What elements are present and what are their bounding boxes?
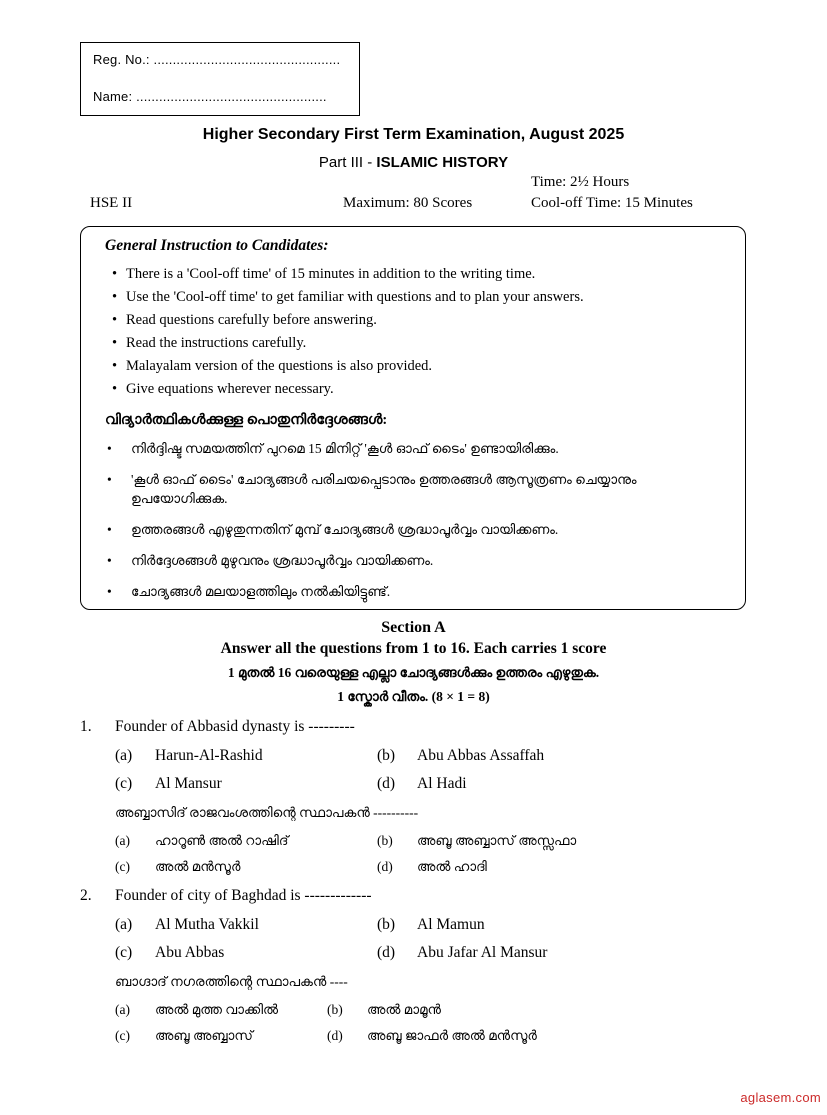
option-text: Abu Jafar Al Mansur [417,944,548,961]
option-label: (c) [115,1028,130,1043]
time-allowed: Time: 2½ Hours [531,174,630,190]
option-label: (a) [115,916,133,933]
question-number: 1. [80,718,92,735]
option-b-ml [377,833,750,849]
subject-name: ISLAMIC HISTORY [376,154,509,171]
question-text-en: Founder of Abbasid dynasty is --------- [115,718,355,735]
section-a-header [0,619,827,705]
bullet-icon: • [112,312,118,328]
instruction-text: നിർദ്ദേശങ്ങൾ മുഴുവനും ശ്രദ്ധാപൂർവ്വം വായിക്കണം. [131,553,434,568]
instruction-bullet-en [105,263,723,286]
option-text: അബൂ അബ്ബാസ് [155,1028,253,1043]
hse-level: HSE II [90,195,133,211]
bullet-icon: • [107,472,112,487]
option-text: അൽ മൻസൂർ [155,859,241,874]
section-a-instruction-ml: 1 മുതൽ 16 വരെയുള്ള എല്ലാ ചോദ്യങ്ങൾക്കും ഉത്തരം എഴുതുക. [227,665,600,680]
question-text-ml: ബാഗ്ദാദ് നഗരത്തിന്റെ സ്ഥാപകൻ ---- [115,974,348,989]
option-label: (c) [115,944,133,961]
option-a-ml [115,833,377,849]
instruction-text: Read questions carefully before answering. [126,312,377,328]
instructions-list-en [105,263,723,401]
option-label: (d) [327,1028,343,1043]
option-d-ml [377,859,750,875]
option-b-en [377,916,750,934]
option-label: (c) [115,775,133,792]
option-c-ml [115,859,377,875]
instruction-bullet-ml [105,520,723,539]
option-label: (a) [115,747,133,764]
instruction-bullet-en [105,378,723,401]
option-text: അൽ മുത്ത വാക്കിൽ [155,1002,279,1017]
instruction-text: Malayalam version of the questions is also provided. [126,358,433,374]
question-text-en: Founder of city of Baghdad is ------------- [115,887,372,904]
candidate-info-box [80,42,360,116]
name-line: Name: .................................................. [93,89,327,104]
option-text: Abu Abbas [155,944,225,961]
question-2 [80,887,750,1044]
option-text: അൽ മാമൂൻ [367,1002,441,1017]
instructions-box [80,226,746,610]
instruction-bullet-ml [105,439,723,458]
option-text: അബൂ അബ്ബാസ് അസ്സഫാ [417,833,577,848]
option-label: (d) [377,859,393,874]
bullet-icon: • [112,266,118,282]
option-label: (b) [377,833,393,848]
instruction-bullet-en [105,355,723,378]
option-text: Harun-Al-Rashid [155,747,263,764]
option-text: Abu Abbas Assaffah [417,747,545,764]
instruction-bullet-en [105,286,723,309]
instructions-title-ml: വിദ്യാർത്ഥികൾക്കുള്ള പൊതുനിർദ്ദേശങ്ങൾ: [105,412,388,428]
instruction-bullet-ml [105,582,723,601]
bullet-icon: • [107,584,112,599]
instruction-bullet-en [105,332,723,355]
question-1 [80,718,750,875]
option-text: Al Mutha Vakkil [155,916,259,933]
options-en [115,916,750,962]
bullet-icon: • [112,358,118,374]
option-label: (d) [377,944,396,961]
option-d-en [377,944,750,962]
instruction-text: ഉത്തരങ്ങൾ എഴുതുന്നതിന് മുമ്പ് ചോദ്യങ്ങൾ ശ്രദ്ധാപൂർവ്വം വായിക്കണം. [131,522,559,537]
instruction-text: ചോദ്യങ്ങൾ മലയാളത്തിലും നൽകിയിട്ടുണ്ട്. [131,584,391,599]
instruction-text: Read the instructions carefully. [126,335,307,351]
bullet-icon: • [112,381,118,397]
option-c-ml [115,1028,327,1044]
option-text: Al Mansur [155,775,222,792]
option-d-ml [327,1028,750,1044]
reg-no-line: Reg. No.: ................................................. [93,52,341,67]
option-label: (a) [115,833,130,848]
option-label: (a) [115,1002,130,1017]
bullet-icon: • [112,289,118,305]
instruction-bullet-ml [105,551,723,570]
option-text: ഹാറൂൺ അൽ റാഷിദ് [155,833,289,848]
section-a-score-line: 1 സ്കോർ വീതം. (8 × 1 = 8) [337,689,490,704]
instructions-list-ml [105,439,723,601]
instruction-text: 'കൂൾ ഓഫ് ടൈം' ചോദ്യങ്ങൾ പരിചയപ്പെടാനും ഉത്തരങ്ങൾ ആസൂത്രണം ചെയ്യാനും ഉപയോഗിക്കുക. [131,472,637,506]
instructions-title-en: General Instruction to Candidates: [105,237,329,254]
instruction-text: Give equations wherever necessary. [126,381,334,397]
option-label: (c) [115,859,130,874]
instruction-bullet-en [105,309,723,332]
options-en [115,747,750,793]
instruction-bullet-ml [105,470,723,508]
option-d-en [377,775,750,793]
option-c-en [115,944,377,962]
instruction-text: There is a 'Cool-off time' of 15 minutes in addition to the writing time. [126,266,536,282]
instruction-text: നിർദ്ദിഷ്ട സമയത്തിന് പുറമെ 15 മിനിറ്റ് 'കൂൾ ഓഫ് ടൈം' ഉണ്ടായിരിക്കും. [131,441,559,456]
question-line-en [80,718,750,736]
cooloff-time: Cool-off Time: 15 Minutes [531,195,693,211]
option-text: അൽ ഹാദി [417,859,487,874]
option-a-en [115,916,377,934]
question-line-en [80,887,750,905]
bullet-icon: • [107,441,112,456]
questions-container [80,718,750,1056]
option-b-en [377,747,750,765]
max-scores: Maximum: 80 Scores [343,195,473,211]
options-ml [115,833,750,875]
part-label: Part III - [318,154,377,171]
option-text: Al Hadi [417,775,467,792]
option-label: (b) [377,747,396,764]
exam-title: Higher Secondary First Term Examination, August 2025 [202,126,625,143]
bullet-icon: • [107,553,112,568]
option-text: അബൂ ജാഫർ അൽ മൻസൂർ [367,1028,537,1043]
option-text: Al Mamun [417,916,485,933]
watermark-link[interactable]: aglasem.com [740,1090,821,1105]
option-label: (d) [377,775,396,792]
option-label: (b) [377,916,396,933]
option-label: (b) [327,1002,343,1017]
question-text-ml: അബ്ബാസിദ് രാജവംശത്തിന്റെ സ്ഥാപകൻ ---------- [115,805,419,820]
bullet-icon: • [112,335,118,351]
option-a-en [115,747,377,765]
options-ml [115,1002,750,1044]
section-a-instruction-en: Answer all the questions from 1 to 16. Each carries 1 score [220,640,607,657]
option-c-en [115,775,377,793]
option-a-ml [115,1002,327,1018]
exam-part-line [0,154,827,171]
instruction-text: Use the 'Cool-off time' to get familiar with questions and to plan your answers. [126,289,584,305]
bullet-icon: • [107,522,112,537]
section-a-title: Section A [381,619,446,636]
option-b-ml [327,1002,750,1018]
question-number: 2. [80,887,92,904]
